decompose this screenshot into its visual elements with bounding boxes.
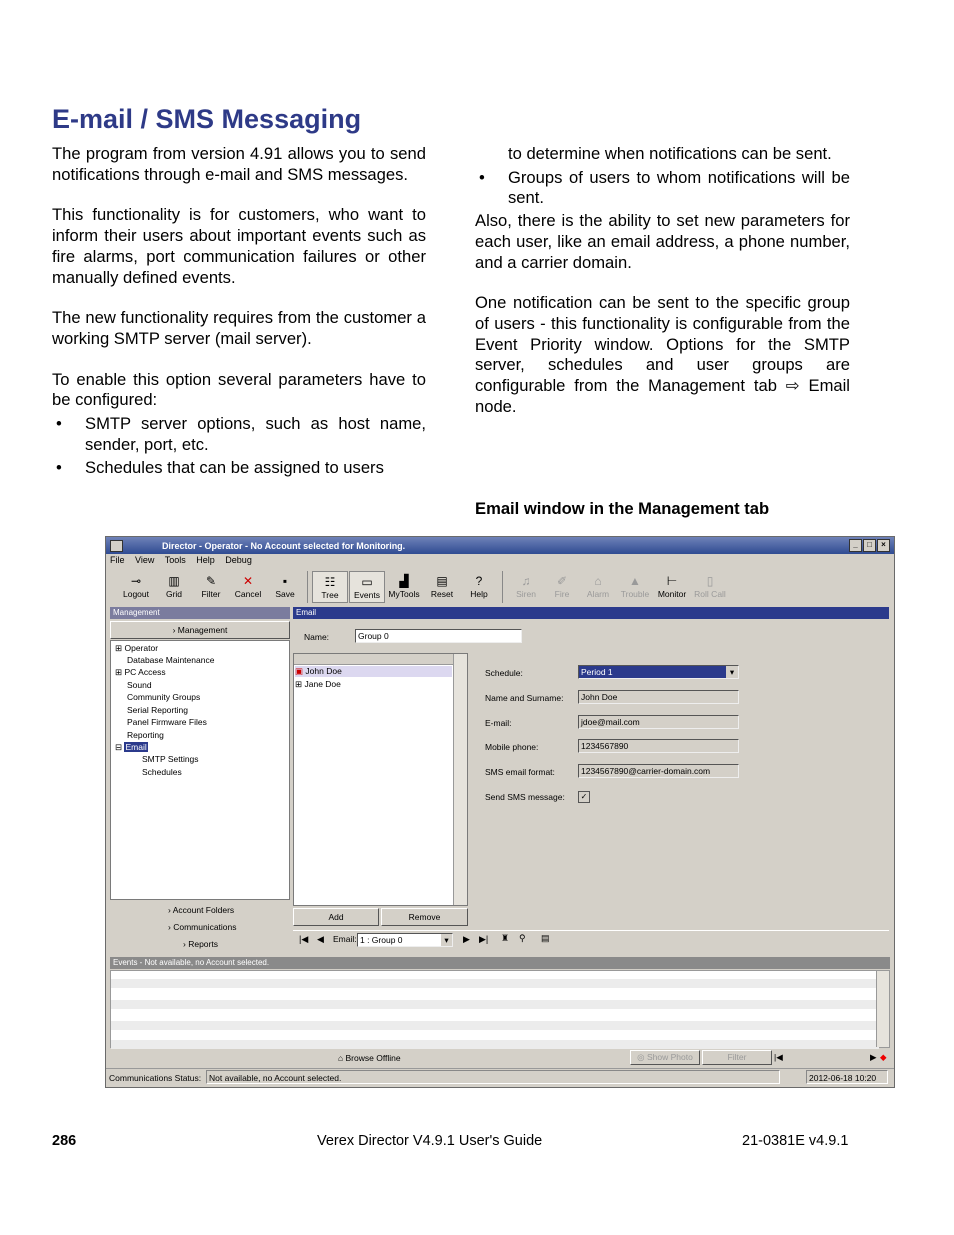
user-list-scrollbar[interactable]: [453, 654, 467, 905]
intro-paragraph: The program from version 4.91 allows you to send notifications through e-mail and SMS messages.: [52, 144, 426, 184]
home-icon: ⌂: [338, 1053, 344, 1063]
footer-doc-id: 21-0381E v4.9.1: [742, 1133, 849, 1149]
list-item: • SMTP server options, such as host name, sender, port, etc.: [52, 414, 426, 455]
siren-button[interactable]: ♫ Siren: [508, 571, 544, 603]
director-window-screenshot: [105, 536, 895, 1088]
trouble-button[interactable]: ▲ Trouble: [617, 571, 653, 603]
list-item: • Schedules that can be assigned to users: [52, 458, 426, 479]
notification-paragraph: One notification can be sent to the specific group of users - this functionality is configurable from the Event Priority window. Options for the SMTP server, schedules and user groups are configurable from the Management tab ⇨ Email node.: [475, 293, 850, 416]
management-tab[interactable]: › Management: [110, 621, 290, 639]
find-next-icon[interactable]: ⚲: [519, 933, 526, 943]
alarm-button[interactable]: ⌂ Alarm: [580, 571, 616, 603]
alert-diamond-icon: ◆: [880, 1052, 887, 1062]
email-label: E-mail:: [485, 718, 512, 728]
cancel-icon: ✕: [242, 574, 254, 588]
remove-button[interactable]: Remove: [381, 908, 468, 926]
datetime-display: 2012-06-18 10:20: [806, 1070, 888, 1084]
left-column: [52, 144, 426, 479]
config-list: [52, 414, 426, 479]
config-list-continued: [475, 168, 850, 209]
footer-title: Verex Director V4.9.1 User's Guide: [317, 1133, 543, 1149]
minimize-icon[interactable]: _: [849, 539, 862, 552]
logout-button[interactable]: ⊸ Logout: [118, 571, 154, 603]
events-list: [110, 970, 890, 1048]
fullname-field[interactable]: John Doe: [578, 690, 739, 704]
fire-icon: ✐: [556, 574, 568, 588]
help-icon: ?: [475, 574, 483, 588]
user-icon: ▣: [295, 666, 304, 676]
reset-icon: ▤: [436, 574, 448, 588]
fullname-label: Name and Surname:: [485, 693, 564, 703]
list-item[interactable]: ▣ John Doe: [295, 666, 452, 677]
tree-icon: ☷: [324, 575, 336, 589]
status-bar: [106, 1068, 894, 1087]
filter-button[interactable]: ✎ Filter: [193, 571, 229, 603]
purpose-paragraph: This functionality is for customers, who want to inform their users about important events such as fire alarms, port communication failures or other manually defined events.: [52, 205, 426, 287]
bottom-tabs: [110, 902, 290, 955]
nav-label: Email:: [333, 934, 357, 944]
first-record-icon[interactable]: |◀: [299, 934, 309, 944]
comm-status-label: Communications Status:: [109, 1073, 202, 1083]
phone-label: Mobile phone:: [485, 742, 539, 752]
monitor-button[interactable]: ⊢ Monitor: [654, 571, 690, 603]
rollcall-icon: ▯: [706, 574, 714, 588]
app-icon: [110, 540, 123, 552]
tab-communications[interactable]: › Communications: [168, 922, 237, 932]
menu-help[interactable]: Help: [196, 555, 215, 565]
fire-button[interactable]: ✐ Fire: [544, 571, 580, 603]
management-header: Management: [110, 607, 290, 619]
tree-item-email[interactable]: ⊟ Email: [115, 742, 147, 752]
show-photo-button[interactable]: ◎ Show Photo: [630, 1050, 700, 1065]
comm-status-value: Not available, no Account selected.: [206, 1070, 780, 1084]
group-name-input[interactable]: Group 0: [355, 629, 522, 643]
maximize-icon[interactable]: □: [863, 539, 876, 552]
menu-view[interactable]: View: [135, 555, 155, 565]
camera-icon: ◎: [637, 1052, 645, 1062]
mytools-icon: ▟: [399, 574, 409, 588]
tab-arrow-icon: ›: [172, 625, 178, 635]
sms-format-field[interactable]: 1234567890@carrier-domain.com: [578, 764, 739, 778]
tree-item-community[interactable]: Community Groups: [127, 692, 201, 702]
chevron-down-icon[interactable]: ▾: [726, 666, 738, 678]
close-icon[interactable]: ×: [877, 539, 890, 552]
figure-caption: Email window in the Management tab: [475, 499, 770, 518]
cancel-button[interactable]: ✕ Cancel: [230, 571, 266, 603]
menu-file[interactable]: File: [110, 555, 125, 565]
trouble-icon: ▲: [629, 574, 641, 588]
parameters-paragraph: Also, there is the ability to set new parameters for each user, like an email address, a phone number, and a carrier domain.: [475, 211, 850, 272]
sms-format-label: SMS email format:: [485, 767, 555, 777]
prev-record-icon[interactable]: ◀: [317, 934, 324, 944]
save-icon: ▪: [282, 574, 288, 588]
user-list: [293, 653, 468, 906]
phone-field[interactable]: 1234567890: [578, 739, 739, 753]
record-navigator: [293, 930, 889, 949]
browse-offline-button[interactable]: ⌂ Browse Offline: [338, 1053, 401, 1063]
events-scrollbar[interactable]: [876, 971, 889, 1047]
tree-item-pcaccess[interactable]: ⊞ PC Access: [115, 667, 166, 677]
tree-item-operator[interactable]: ⊞ Operator: [115, 643, 159, 653]
send-sms-label: Send SMS message:: [485, 792, 565, 802]
send-sms-checkbox[interactable]: ✓: [578, 791, 590, 803]
siren-icon: ♫: [521, 574, 531, 588]
tree-item-smtp[interactable]: SMTP Settings: [142, 754, 199, 764]
requirements-paragraph: The new functionality requires from the customer a working SMTP server (mail server).: [52, 308, 426, 348]
alarm-icon: ⌂: [594, 574, 602, 588]
filter-events-button[interactable]: Filter: [702, 1050, 772, 1065]
grid-button[interactable]: ▥ Grid: [156, 571, 192, 603]
help-button[interactable]: ? Help: [461, 571, 497, 603]
monitor-icon: ⊢: [666, 574, 678, 588]
rollcall-button[interactable]: ▯ Roll Call: [692, 571, 728, 603]
events-bar: Events - Not available, no Account selected.: [110, 957, 890, 969]
binoculars-icon[interactable]: ♜: [501, 933, 510, 943]
right-column: [475, 144, 850, 417]
save-button[interactable]: ▪ Save: [267, 571, 303, 603]
record-select[interactable]: 1 : Group 0 ▾: [357, 933, 453, 947]
tree-item-database[interactable]: Database Maintenance: [127, 655, 215, 665]
tree-item-serial[interactable]: Serial Reporting: [127, 705, 188, 715]
events-icon: ▭: [361, 575, 373, 589]
page-number: 286: [52, 1133, 77, 1149]
tree-item-schedules[interactable]: Schedules: [142, 767, 182, 777]
tab-account-folders[interactable]: › Account Folders: [168, 905, 235, 915]
export-icon[interactable]: ▤: [541, 933, 550, 943]
mytools-button[interactable]: ▟ MyTools: [386, 571, 422, 603]
name-label: Name:: [304, 632, 330, 642]
list-item-continuation: to determine when notifications can be sent.: [508, 144, 832, 163]
tab-reports[interactable]: › Reports: [183, 939, 218, 949]
key-icon: ⊸: [130, 574, 142, 588]
tree-item-firmware[interactable]: Panel Firmware Files: [127, 717, 207, 727]
scroll-right-icon[interactable]: ▶: [870, 1052, 877, 1062]
filter-icon: ✎: [205, 574, 217, 588]
email-header: Email: [293, 607, 889, 619]
tree-button[interactable]: ☷ Tree: [312, 571, 348, 603]
configuration-paragraph: To enable this option several parameters have to be configured:: [52, 369, 426, 410]
window-title: Director - Operator - No Account selected for Monitoring.: [162, 541, 406, 551]
email-field[interactable]: jdoe@mail.com: [578, 715, 739, 729]
events-button[interactable]: ▭ Events: [349, 571, 385, 603]
list-item[interactable]: ⊞ Jane Doe: [295, 679, 341, 689]
menu-bar: [110, 555, 260, 569]
scroll-left-icon[interactable]: |◀: [774, 1052, 783, 1062]
events-toolbar: [110, 1050, 890, 1066]
tree-item-sound[interactable]: Sound: [127, 680, 152, 690]
grid-icon: ▥: [168, 574, 180, 588]
schedule-label: Schedule:: [485, 668, 523, 678]
last-record-icon[interactable]: ▶|: [479, 934, 489, 944]
page-title: E-mail / SMS Messaging: [52, 104, 362, 134]
management-tree: [110, 640, 290, 900]
window-titlebar: [106, 537, 894, 554]
menu-debug[interactable]: Debug: [225, 555, 252, 565]
add-button[interactable]: Add: [293, 908, 379, 926]
tree-item-reporting[interactable]: Reporting: [127, 730, 164, 740]
reset-button[interactable]: ▤ Reset: [424, 571, 460, 603]
next-record-icon[interactable]: ▶: [463, 934, 470, 944]
schedule-select[interactable]: Period 1 ▾: [578, 665, 739, 679]
chevron-down-icon[interactable]: ▾: [441, 934, 452, 946]
menu-tools[interactable]: Tools: [164, 555, 186, 565]
list-item: • Groups of users to whom notifications will be sent.: [475, 168, 850, 209]
